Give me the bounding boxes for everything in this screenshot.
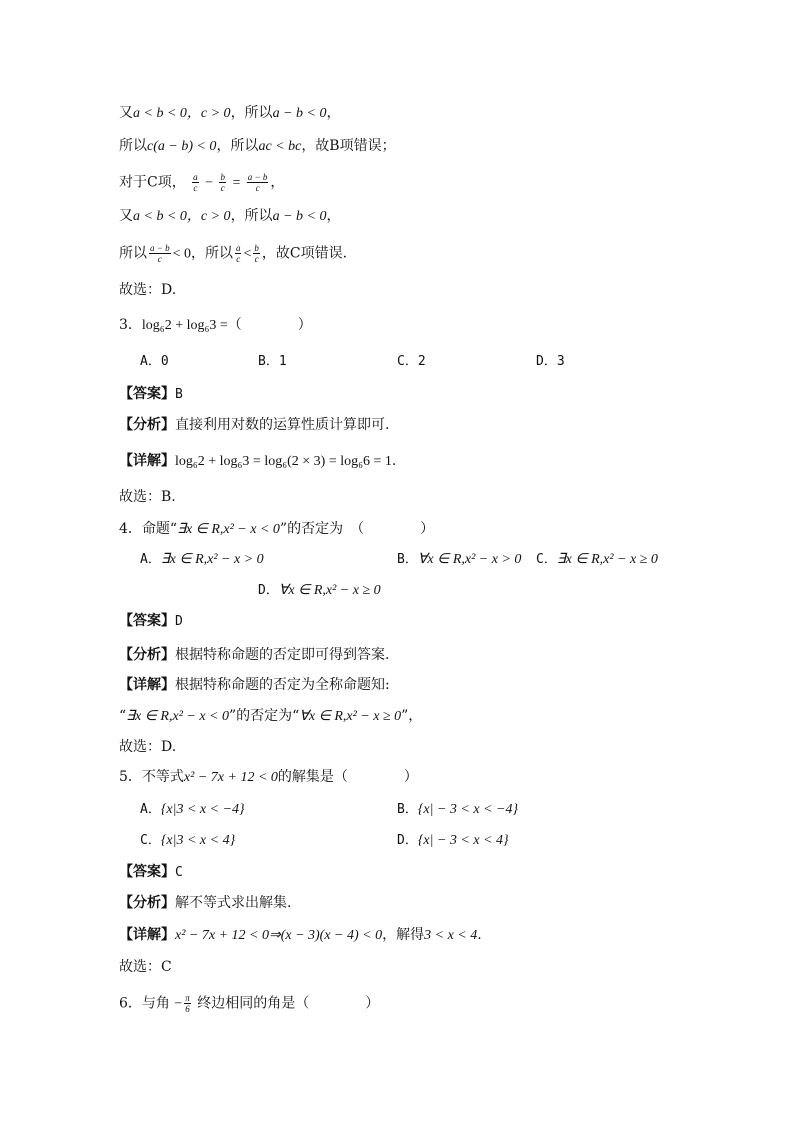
option-c: C．{x|3 < x < 4}: [140, 833, 236, 848]
math: ∃x ∈ R,x² − x < 0: [177, 522, 280, 537]
option-a: A．0: [140, 354, 169, 369]
question-number: 5．: [119, 769, 142, 785]
text: ，故C项错误.: [261, 245, 348, 262]
analysis: 解不等式求出解集.: [175, 895, 292, 911]
text: ，解得: [382, 927, 425, 943]
question-5: [119, 767, 418, 788]
text: ，所以: [190, 245, 233, 262]
option-b: B．{x| − 3 < x < −4}: [397, 802, 519, 817]
text: ，所以: [230, 208, 273, 224]
analysis-line: [119, 645, 389, 665]
conclusion: 故选：D.: [119, 739, 177, 755]
option-c: C．2: [397, 354, 426, 369]
option-b: B．1: [258, 354, 287, 369]
fraction: $\frac{a - b}{c}$: [150, 243, 170, 264]
text: ，: [326, 208, 341, 224]
question-number: 4．: [119, 521, 142, 537]
math: a < b < 0，c > 0: [133, 209, 231, 224]
analysis-line: [119, 415, 389, 435]
question-number: 6．: [119, 995, 142, 1012]
answer-tag: 【答案】: [119, 613, 175, 629]
conclusion: 故选：D.: [119, 282, 177, 298]
text: 所以: [119, 245, 147, 262]
text: 又: [119, 105, 133, 121]
answer-line: [119, 384, 183, 405]
detail-line: [119, 675, 390, 695]
fraction: $\frac{b}{c}$: [254, 243, 259, 264]
detail-tag: 【详解】: [119, 453, 175, 469]
text-line: [119, 136, 396, 157]
math: −: [205, 175, 214, 191]
answer-line: [119, 611, 183, 632]
text: 又: [119, 208, 133, 224]
math: a − b < 0: [272, 106, 327, 121]
math: 3 < x < 4: [424, 928, 478, 943]
analysis-tag: 【分析】: [119, 647, 175, 663]
answer: C: [175, 865, 183, 880]
math: a − b < 0: [272, 209, 327, 224]
fraction: $\frac{a - b}{c}$: [247, 172, 268, 193]
detail-line: [119, 451, 396, 472]
math: <: [243, 246, 252, 262]
text: .: [391, 453, 397, 469]
math: c(a − b) < 0: [147, 139, 217, 154]
math: log₆2 + log₆3 = log₆(2 × 3) = log₆6 = 1: [175, 454, 392, 469]
text: ”的否定为 （ ）: [279, 521, 435, 537]
conclusion: 故选：C: [119, 959, 172, 975]
question-3: [119, 315, 312, 336]
question-6: [119, 993, 379, 1015]
text: 不等式: [141, 769, 184, 785]
detail-tag: 【详解】: [119, 927, 175, 943]
option-d: D．{x| − 3 < x < 4}: [397, 833, 509, 848]
answer-tag: 【答案】: [119, 864, 175, 880]
analysis: 直接利用对数的运算性质计算即可.: [175, 417, 390, 433]
question-number: 3．: [119, 317, 142, 333]
math: x² − 7x + 12 < 0: [183, 770, 278, 785]
analysis: 根据特称命题的否定即可得到答案.: [175, 647, 390, 663]
text: 命题“: [141, 521, 178, 537]
answer-line: [119, 862, 183, 883]
text: ，故B项错误；: [301, 138, 396, 154]
math: a < b < 0，c > 0: [133, 106, 231, 121]
math: < 0: [172, 246, 191, 262]
text: 终边相同的角是（ ）: [197, 995, 380, 1012]
math: x² − 7x + 12 < 0⇒(x − 3)(x − 4) < 0: [175, 928, 383, 943]
fraction: $\frac{a}{c}$: [235, 243, 241, 264]
text: ，所以: [216, 138, 259, 154]
text: .: [477, 927, 482, 943]
detail-line-2: “∃x ∈ R,x² − x < 0”的否定为“∀x ∈ R,x² − x ≥ 0”，: [119, 708, 423, 724]
answer: B: [175, 387, 183, 402]
text: （ ）: [227, 317, 312, 333]
detail: 根据特称命题的否定为全称命题知:: [175, 677, 390, 693]
detail-tag: 【详解】: [119, 677, 175, 693]
conclusion: 故选：B.: [119, 489, 176, 505]
text: ，: [326, 105, 341, 121]
answer: D: [175, 614, 183, 629]
option-a: A．{x|3 < x < −4}: [140, 802, 245, 817]
math: log₆2 + log₆3 =: [141, 318, 228, 333]
text: 与角: [141, 995, 170, 1012]
text: ，: [270, 174, 285, 191]
fraction: $\frac{b}{c}$: [220, 172, 225, 193]
text-line: [119, 243, 347, 265]
math: ac < bc: [258, 139, 302, 154]
text: 所以: [119, 138, 147, 154]
fraction: $\frac{a}{c}$: [193, 172, 198, 193]
analysis-line: [119, 893, 291, 913]
math: =: [232, 175, 241, 191]
text-line: [119, 172, 284, 194]
text-line: [119, 103, 340, 124]
option-b: B．∀x ∈ R,x² − x > 0: [397, 552, 522, 567]
fraction: $\frac{\pi}{6}$: [185, 993, 190, 1014]
option-d: D．∀x ∈ R,x² − x ≥ 0: [258, 583, 381, 598]
analysis-tag: 【分析】: [119, 895, 175, 911]
option-d: D．3: [536, 354, 565, 369]
detail-line: [119, 925, 482, 946]
option-a: A．∃x ∈ R,x² − x > 0: [140, 552, 264, 567]
math: −: [174, 996, 183, 1012]
text-line: [119, 206, 340, 227]
question-4: [119, 519, 434, 540]
text: ，所以: [230, 105, 273, 121]
answer-tag: 【答案】: [119, 386, 175, 402]
analysis-tag: 【分析】: [119, 417, 175, 433]
option-c: C．∃x ∈ R,x² − x ≥ 0: [536, 552, 658, 567]
text: 的解集是（ ）: [277, 769, 418, 785]
text: 对于C项，: [119, 174, 186, 191]
